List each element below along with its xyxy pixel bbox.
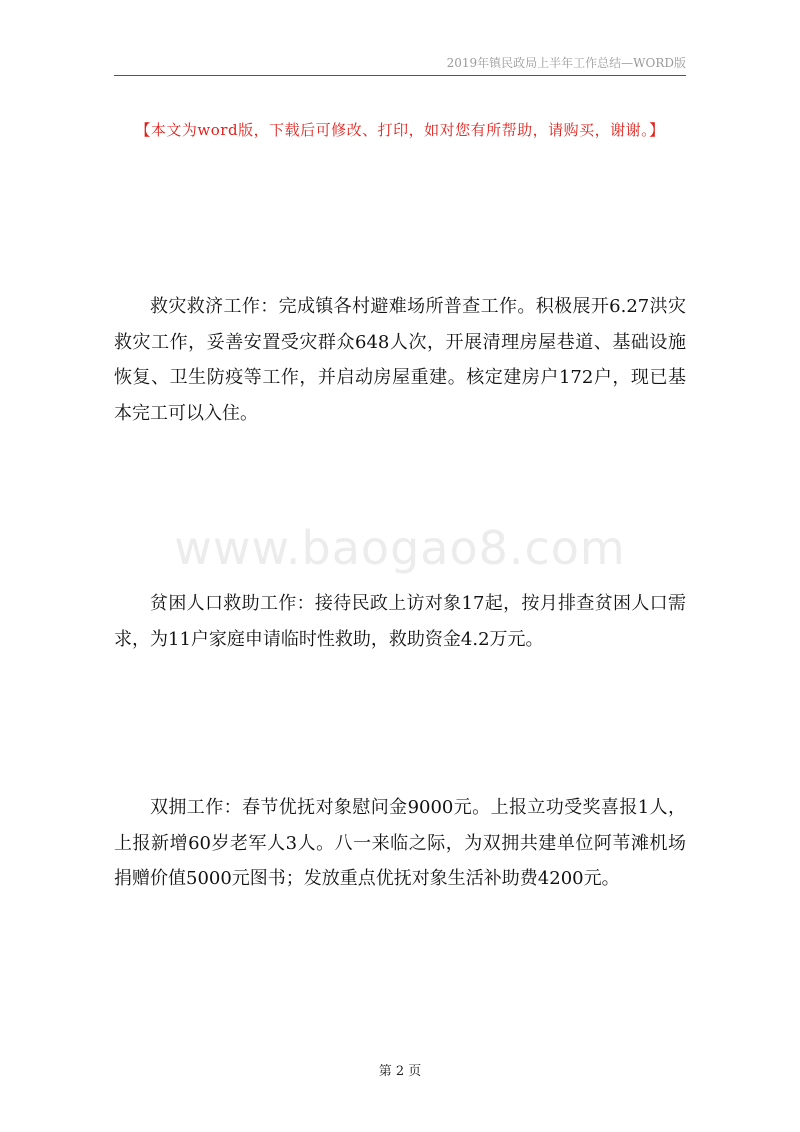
- page-header-title: 2019年镇民政局上半年工作总结—WORD版: [446, 56, 686, 70]
- page-number: 第 2 页: [378, 1064, 422, 1079]
- watermark-text: www.baogao8.com: [174, 521, 626, 575]
- paragraph-poverty-assistance: 贫困人口救助工作：接待民政上访对象17起，按月排查贫困人口需求，为11户家庭申请临时性救助，救助资金4.2万元。: [114, 593, 686, 650]
- paragraph-disaster-relief: 救灾救济工作：完成镇各村避难场所普查工作。积极展开6.27洪灾救灾工作，妥善安置受灾群众648人次，开展清理房屋巷道、基础设施恢复、卫生防疫等工作，并启动房屋重建。核定建房户172户，现已基本完工可以入住。: [114, 296, 686, 424]
- header-divider: [114, 75, 686, 76]
- paragraph-military-support: 双拥工作：春节优抚对象慰问金9000元。上报立功受奖喜报1人，上报新增60岁老军人3人。八一来临之际，为双拥共建单位阿苇滩机场捐赠价值5000元图书；发放重点优抚对象生活补助费4200元。: [114, 797, 686, 889]
- purchase-notice: 【本文为word版，下载后可修改、打印，如对您有所帮助，请购买，谢谢。】: [135, 121, 665, 139]
